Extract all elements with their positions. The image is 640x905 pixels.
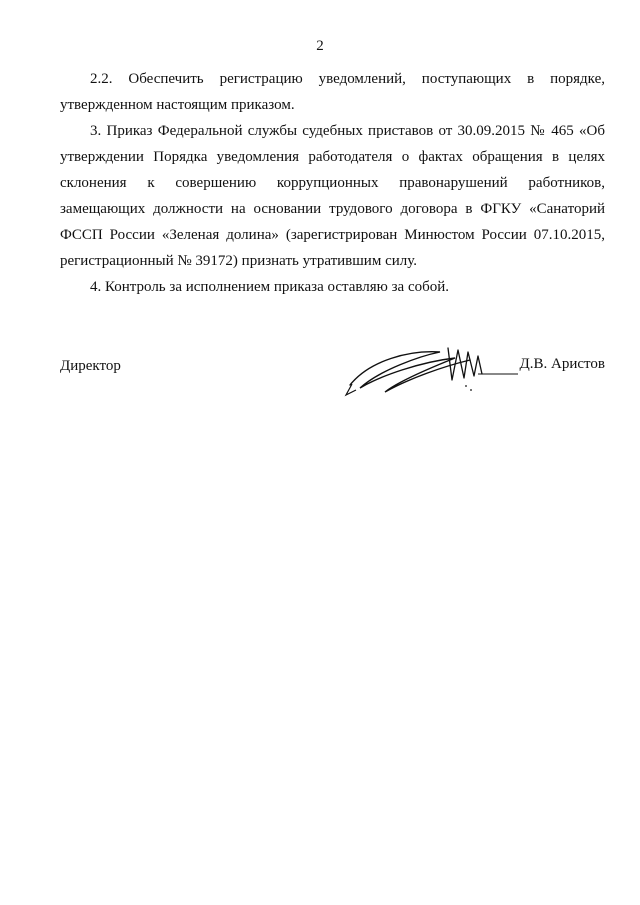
signer-name: Д.В. Аристов [519, 356, 605, 372]
handwritten-signature [340, 340, 520, 400]
document-body [60, 66, 605, 300]
signer-position: Директор [60, 358, 121, 374]
paragraph-3: 3. Приказ Федеральной службы судебных приставов от 30.09.2015 № 465 «Об утверждении Порядка уведомления работодателя о фактах обращения в целях склонения к совершению коррупционных правонарушений работников, замещающих должности на основании трудового договора в ФГКУ «Санаторий ФССП России «Зеленая долина» (зарегистрирован Минюстом России 07.10.2015, регистрационный № 39172) признать утратившим силу. [60, 123, 605, 269]
page-number: 2 [316, 38, 324, 54]
paragraph-2-2: 2.2. Обеспечить регистрацию уведомлений, поступающих в порядке, утвержденном настоящим приказом. [60, 71, 605, 113]
signature-block [60, 340, 605, 410]
paragraph-4: 4. Контроль за исполнением приказа оставляю за собой. [90, 279, 450, 295]
